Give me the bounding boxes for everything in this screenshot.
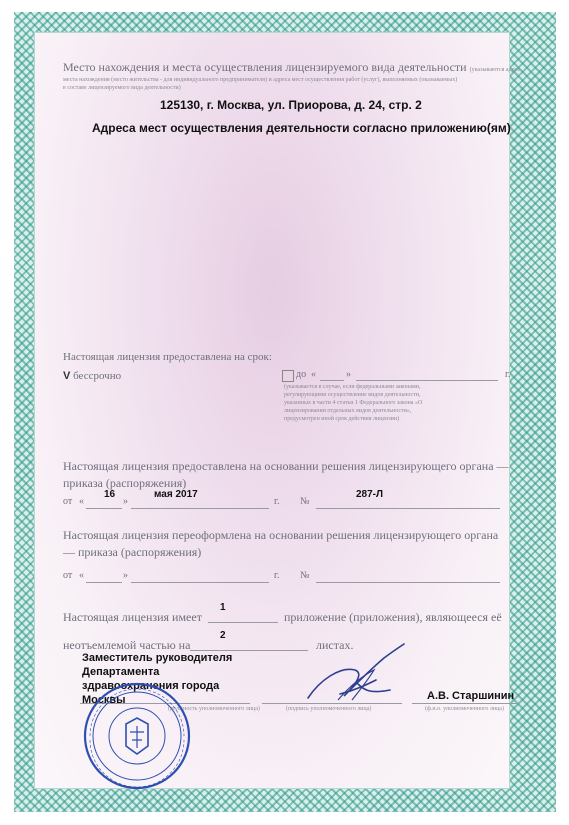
basis-from-label: от [63, 496, 73, 507]
address-hint-2: места нахождения (место жительства - для индивидуального предпринимателя) и адреса мест осуществления работ (услуг), выполняемых (оказываемых) [63, 77, 458, 83]
basis-quote-open: « [79, 496, 84, 507]
appendix-count-line [208, 622, 278, 623]
basis-text: Настоящая лицензия предоставлена на основании решения лицензирующего органа — приказа (распоряжения) [63, 459, 509, 490]
term-year-suffix: г. [505, 369, 511, 380]
basis-month-line [131, 508, 269, 509]
address-hint-3: в составе лицензируемого вида деятельности) [63, 85, 181, 91]
name-line [412, 703, 520, 704]
position-caption: (должность уполномоченного лица) [168, 706, 260, 712]
address-heading [63, 60, 520, 75]
basis-month-value: мая 2017 [154, 489, 198, 500]
term-until-label: до [296, 369, 307, 380]
reissue-year-suffix: г. [274, 570, 280, 581]
reissue-quote-close: » [123, 570, 128, 581]
official-seal [66, 682, 208, 790]
signature-caption: (подпись уполномоченного лица) [286, 706, 372, 712]
reissue-month-line [131, 582, 269, 583]
handwritten-signature [300, 640, 420, 710]
basis-year-suffix: г. [274, 496, 280, 507]
signatory-position-line-3: здравоохранения города [82, 680, 220, 692]
term-indefinite-text: бессрочно [73, 370, 122, 382]
appendix-count-value: 1 [220, 602, 226, 613]
basis-number-line [316, 508, 500, 509]
term-until-checkbox [282, 370, 294, 382]
reissue-from-label: от [63, 570, 73, 581]
basis-number-value: 287-Л [356, 489, 384, 500]
basis-day-line [86, 508, 122, 509]
places-note: Адреса мест осуществления деятельности согласно приложению(ям) [92, 121, 511, 135]
reissue-number-sign: № [300, 570, 310, 581]
appendix-integral: неотъемлемой частью на [63, 638, 191, 652]
sheets-count-value: 2 [220, 630, 226, 641]
signatory-name: А.В. Старшинин [427, 690, 515, 702]
address-hint-1: (указываются адрес [469, 67, 521, 73]
term-hint: (указывается в случае, если федеральными законами, регулирующими осуществление видов деятельности, указанных в части 4 статьи 1 Федерального закона «О лицензировании отдельных видов деятельности», предусмотрен иной срок действия лицензии) [284, 384, 423, 422]
term-quote-close: » [346, 369, 351, 380]
reissue-day-line [86, 582, 122, 583]
appendix-lead: Настоящая лицензия имеет [63, 610, 202, 624]
basis-quote-close: » [123, 496, 128, 507]
address-value: 125130, г. Москва, ул. Приорова, д. 24, стр. 2 [160, 98, 422, 112]
sheets-suffix: листах. [316, 638, 354, 652]
checked-mark-icon: V [63, 370, 71, 382]
name-caption: (ф.и.о. уполномоченного лица) [425, 706, 504, 712]
address-heading-text: Место нахождения и места осуществления лицензируемого вида деятельности [63, 60, 467, 74]
term-label: Настоящая лицензия предоставлена на срок: [63, 351, 272, 363]
basis-day-value: 16 [104, 489, 116, 500]
reissue-text: Настоящая лицензия переоформлена на основании решения лицензирующего органа — приказа (распоряжения) [63, 528, 499, 559]
reissue-number-line [316, 582, 500, 583]
term-day-line [320, 380, 344, 381]
appendix-tail: приложение (приложения), являющееся её [284, 610, 502, 624]
signatory-position-line-4: Москвы [82, 694, 126, 706]
term-month-line [356, 380, 498, 381]
basis-number-sign: № [300, 496, 310, 507]
signatory-position-line-1: Заместитель руководителя [82, 652, 233, 664]
signatory-position-line-2: Департамента [82, 666, 160, 678]
term-indefinite [63, 370, 121, 382]
term-quote-open: « [311, 369, 316, 380]
reissue-quote-open: « [79, 570, 84, 581]
